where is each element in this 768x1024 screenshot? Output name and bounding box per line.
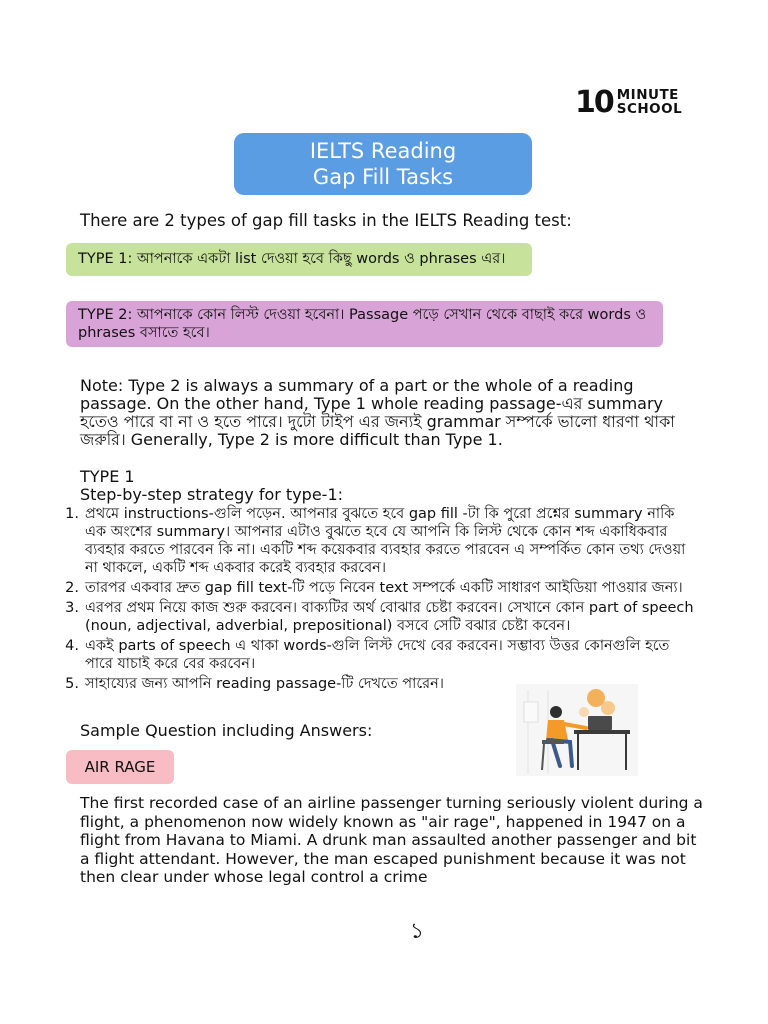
logo-wordmark (617, 88, 682, 116)
step-number: 4. (65, 638, 79, 654)
step-number: 3. (65, 600, 79, 616)
type2-callout: TYPE 2: আপনাকে কোন লিস্ট দেওয়া হবেনা। Passage পড়ে সেখান থেকে বাছাই করে words ও phrases বসাতে হবে। (66, 301, 663, 347)
page-number: ১ (409, 919, 425, 944)
desk-icon (574, 730, 630, 734)
step-number: 2. (65, 580, 79, 596)
strategy-step (60, 505, 700, 577)
strategy-steps-list (60, 505, 700, 695)
step-number: 5. (65, 676, 79, 692)
page-title-line1: IELTS Reading (309, 139, 457, 163)
wall-frame-icon (524, 702, 538, 722)
logo-word-school: SCHOOL (616, 101, 683, 117)
person-working-at-laptop-illustration (508, 678, 648, 782)
page-title-line2: Gap Fill Tasks (312, 165, 454, 189)
step-text: তারপর একবার দ্রুত gap fill text-টি পড়ে নিবেন text সম্পর্কে একটি সাধারণ আইডিয়া পাওয়ার জন্য। (85, 580, 683, 596)
type1-callout: TYPE 1: আপনাকে একটা list দেওয়া হবে কিছু words ও phrases এর। (66, 243, 532, 276)
note-paragraph: Note: Type 2 is always a summary of a part or the whole of a reading passage. On the other hand, Type 1 whole reading passage-এর summary হতেও পারে বা না ও হতে পারে। দুটো টাইপ এর জন্যই grammar সম্পর্কে ভালো ধারণা থাকা জরুরি। Generally, Type 2 is more difficult than Type 1. (80, 376, 675, 449)
type1-section-heading (80, 468, 680, 504)
step-text: সাহায্যের জন্য আপনি reading passage-টি দেখতে পারেন। (85, 676, 444, 692)
strategy-heading: Step-by-step strategy for type-1: (80, 485, 344, 504)
reading-passage: The first recorded case of an airline passenger turning seriously violent during a flight, a phenomenon now widely known as "air rage", happened in 1947 on a flight from Havana to Miami. A drunk man assaulted another passenger and bit a flight attendant. However, the man escaped punishment because it was not then clear under whose legal control a crime (80, 794, 703, 886)
brand-logo (575, 86, 695, 118)
page-title-banner (234, 133, 532, 195)
intro-text: There are 2 types of gap fill tasks in the IELTS Reading test: (80, 211, 572, 230)
type1-heading: TYPE 1 (80, 467, 135, 486)
logo-number: 10 (575, 84, 613, 120)
step-number: 1. (65, 506, 79, 522)
chair-seat-icon (542, 740, 564, 744)
person-head-icon (550, 706, 562, 718)
logo-word-minute: MINUTE (616, 87, 679, 103)
strategy-step (60, 599, 700, 635)
idea-bubble-icon (601, 701, 615, 715)
idea-bubble-icon (579, 707, 589, 717)
air-rage-label: AIR RAGE (66, 750, 174, 784)
step-text: একই parts of speech এ থাকা words-গুলি লিস্ট দেখে বের করবেন। সম্ভাব্য উত্তর কোনগুলি হতে পারে যাচাই করে বের করবেন। (85, 638, 670, 672)
sample-question-heading: Sample Question including Answers: (80, 721, 373, 740)
strategy-step (60, 579, 700, 597)
laptop-icon (588, 716, 612, 730)
strategy-step (60, 637, 700, 673)
step-text: প্রথমে instructions-গুলি পড়েন. আপনার বুঝতে হবে gap fill -টা কি পুরো প্রশ্নের summary নাকি এক অংশের summary। আপনার এটাও বুঝতে হবে যে আপনি কি লিস্ট থেকে কোন শব্দ একাধিকবার ব্যবহার করতে পারবেন কি না। একটি শব্দ কয়েকবার ব্যবহার করতে পারবেন এ সম্পর্কিত কোন তথ্য দেওয়া না থাকলে, একটি শব্দ একবার করেই ব্যবহার করবেন। (85, 506, 686, 576)
step-text: এরপর প্রথম নিয়ে কাজ শুরু করবেন। বাক্যটির অর্থ বোঝার চেষ্টা করবেন। সেখানে কোন part of speech (noun, adjectival, adverbial, prepositional) বসবে সেটি বঝার চেষ্টা কবেন। (85, 600, 694, 634)
